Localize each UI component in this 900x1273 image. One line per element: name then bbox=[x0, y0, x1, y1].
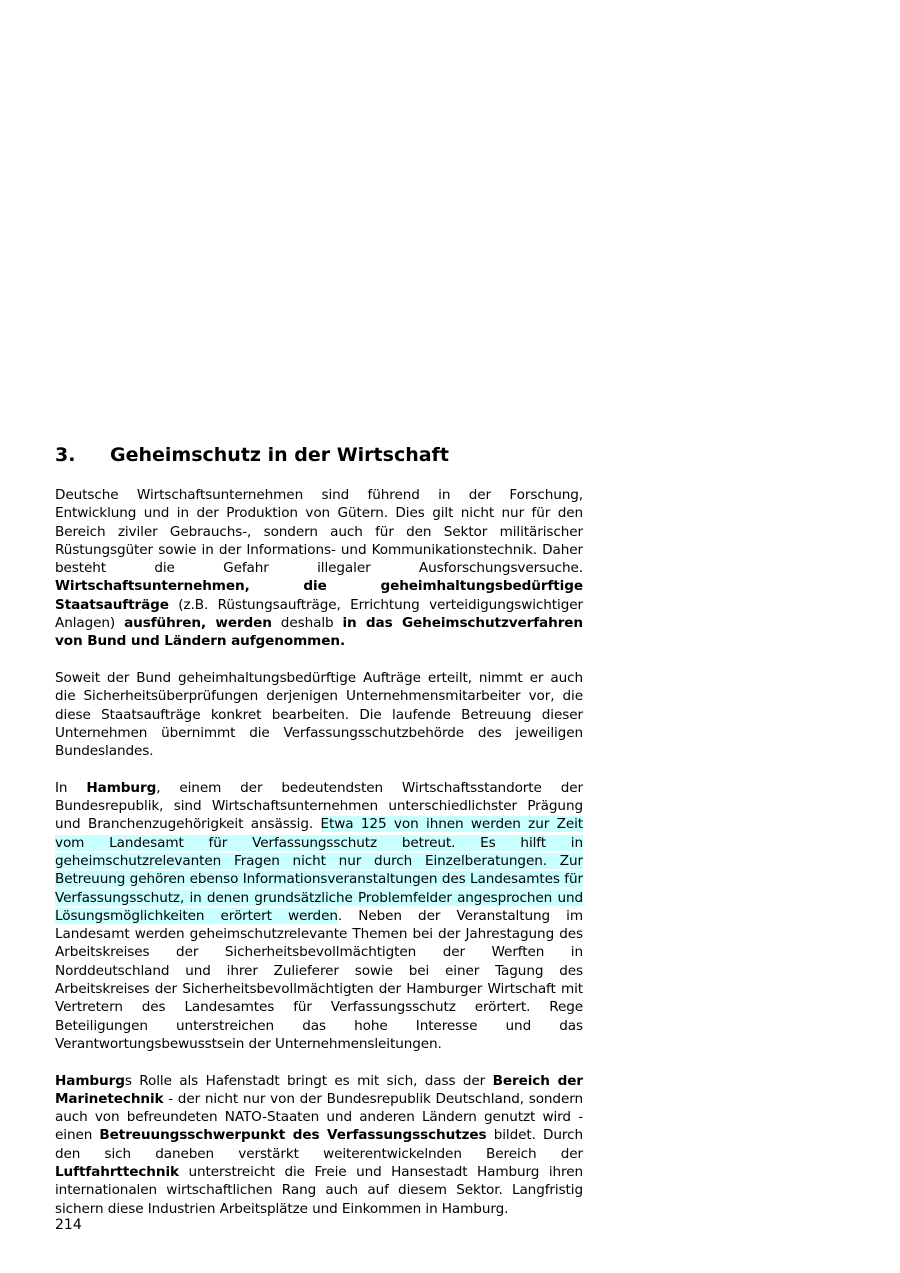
bold-text: in das Geheimschutzverfahren von Bund und Ländern aufgenommen. bbox=[55, 615, 584, 650]
section-title: Geheimschutz in der Wirtschaft bbox=[110, 444, 449, 466]
bold-text: Hamburg bbox=[86, 779, 157, 796]
page-number: 214 bbox=[55, 1217, 82, 1233]
page-content bbox=[55, 442, 583, 1236]
bold-text: Bereich der Marinetechnik bbox=[55, 1072, 583, 1107]
text-run: s Rolle als Hafenstadt bringt es mit sich, dass der bbox=[124, 1072, 493, 1089]
text-run: Soweit der Bund geheimhaltungsbedürftige Aufträge erteilt, nimmt er auch die Sicherheitsüberprüfungen derjenigen Unternehmensmitarbeiter vor, die diese Staatsaufträge konkret bearbeiten. Die laufende Betreuung dieser Unternehmen übernimmt die Verfassungsschutzbehörde des jeweiligen Bundeslandes. bbox=[55, 669, 583, 760]
paragraph bbox=[55, 669, 583, 760]
text-run: (z.B. Rüstungsaufträge, Errichtung verteidigungswichtiger Anlagen) bbox=[55, 596, 583, 632]
section-heading bbox=[55, 442, 583, 468]
text-run: unterstreicht die Freie und Hansestadt Hamburg ihren internationalen wirtschaftlichen Rang auch auf diesem Sektor. Langfristig sichern diese Industrien Arbeitsplätze und Einkommen in Hamburg. bbox=[55, 1163, 583, 1217]
text-run: In bbox=[55, 779, 87, 796]
paragraph bbox=[55, 1072, 583, 1218]
bold-text: ausführen, werden bbox=[124, 615, 272, 632]
text-run: . Neben der Veranstaltung im Landesamt werden geheimschutzrelevante Themen bei der Jahrestagung des Arbeitskreises der Sicherheitsbevollmächtigten der Werften in Norddeutschland und ihrer Zulieferer sowie bei einer Tagung des Arbeitskreises der Sicherheitsbevollmächtigten der Hamburger Wirtschaft mit Vertretern des Landesamtes für Verfassungsschutz erörtert. Rege Beteiligungen unterstreichen das hohe Interesse und das Verantwortungsbewusstsein der Unternehmensleitungen. bbox=[55, 907, 583, 1052]
bold-text: Hamburg bbox=[55, 1072, 125, 1089]
bold-text: Betreuungsschwerpunkt des Verfassungsschutzes bbox=[99, 1127, 487, 1144]
text-run: Deutsche Wirtschaftsunternehmen sind führend in der Forschung, Entwicklung und in der Produktion von Gütern. Dies gilt nicht nur für den Bereich ziviler Gebrauchs-, sondern auch für den Sektor militärischer Rüstungsgüter sowie in der Informations- und Kommunikationstechnik. Daher besteht die Gefahr illegaler Ausforschungsversuche. bbox=[55, 487, 583, 577]
body-text bbox=[55, 486, 583, 1218]
text-run: - der nicht nur von der Bundesrepublik Deutschland, sondern auch von befreundeten NATO-Staaten und anderen Ländern genutzt wird - einen bbox=[55, 1090, 583, 1144]
highlighted-text: Etwa 125 von ihnen werden zur Zeit vom Landesamt für Verfassungsschutz betreut. Es hilft in geheimschutzrelevanten Fragen nicht nur durch Einzelberatungen. Zur Betreuung gehören ebenso Informationsveranstaltungen des Landesamtes für Verfassungsschutz, in denen grundsätzliche Problemfelder angesprochen und Lösungsmöglichkeiten erörtert werden bbox=[55, 816, 583, 924]
text-run: bildet. Durch den sich daneben verstärkt weiterentwickelnden Bereich der bbox=[55, 1127, 583, 1162]
text-run: deshalb bbox=[271, 615, 343, 632]
section-number: 3. bbox=[55, 444, 76, 466]
paragraph bbox=[55, 486, 583, 651]
paragraph bbox=[55, 779, 583, 1053]
bold-text: Wirtschaftsunternehmen, die geheimhaltungsbedürftige Staatsaufträge bbox=[55, 578, 583, 613]
bold-text: Luftfahrttechnik bbox=[55, 1163, 179, 1180]
text-run: , einem der bedeutendsten Wirtschaftsstandorte der Bundesrepublik, sind Wirtschaftsunternehmen unterschiedlichster Prägung und Branchenzugehörigkeit ansässig. bbox=[55, 779, 583, 833]
